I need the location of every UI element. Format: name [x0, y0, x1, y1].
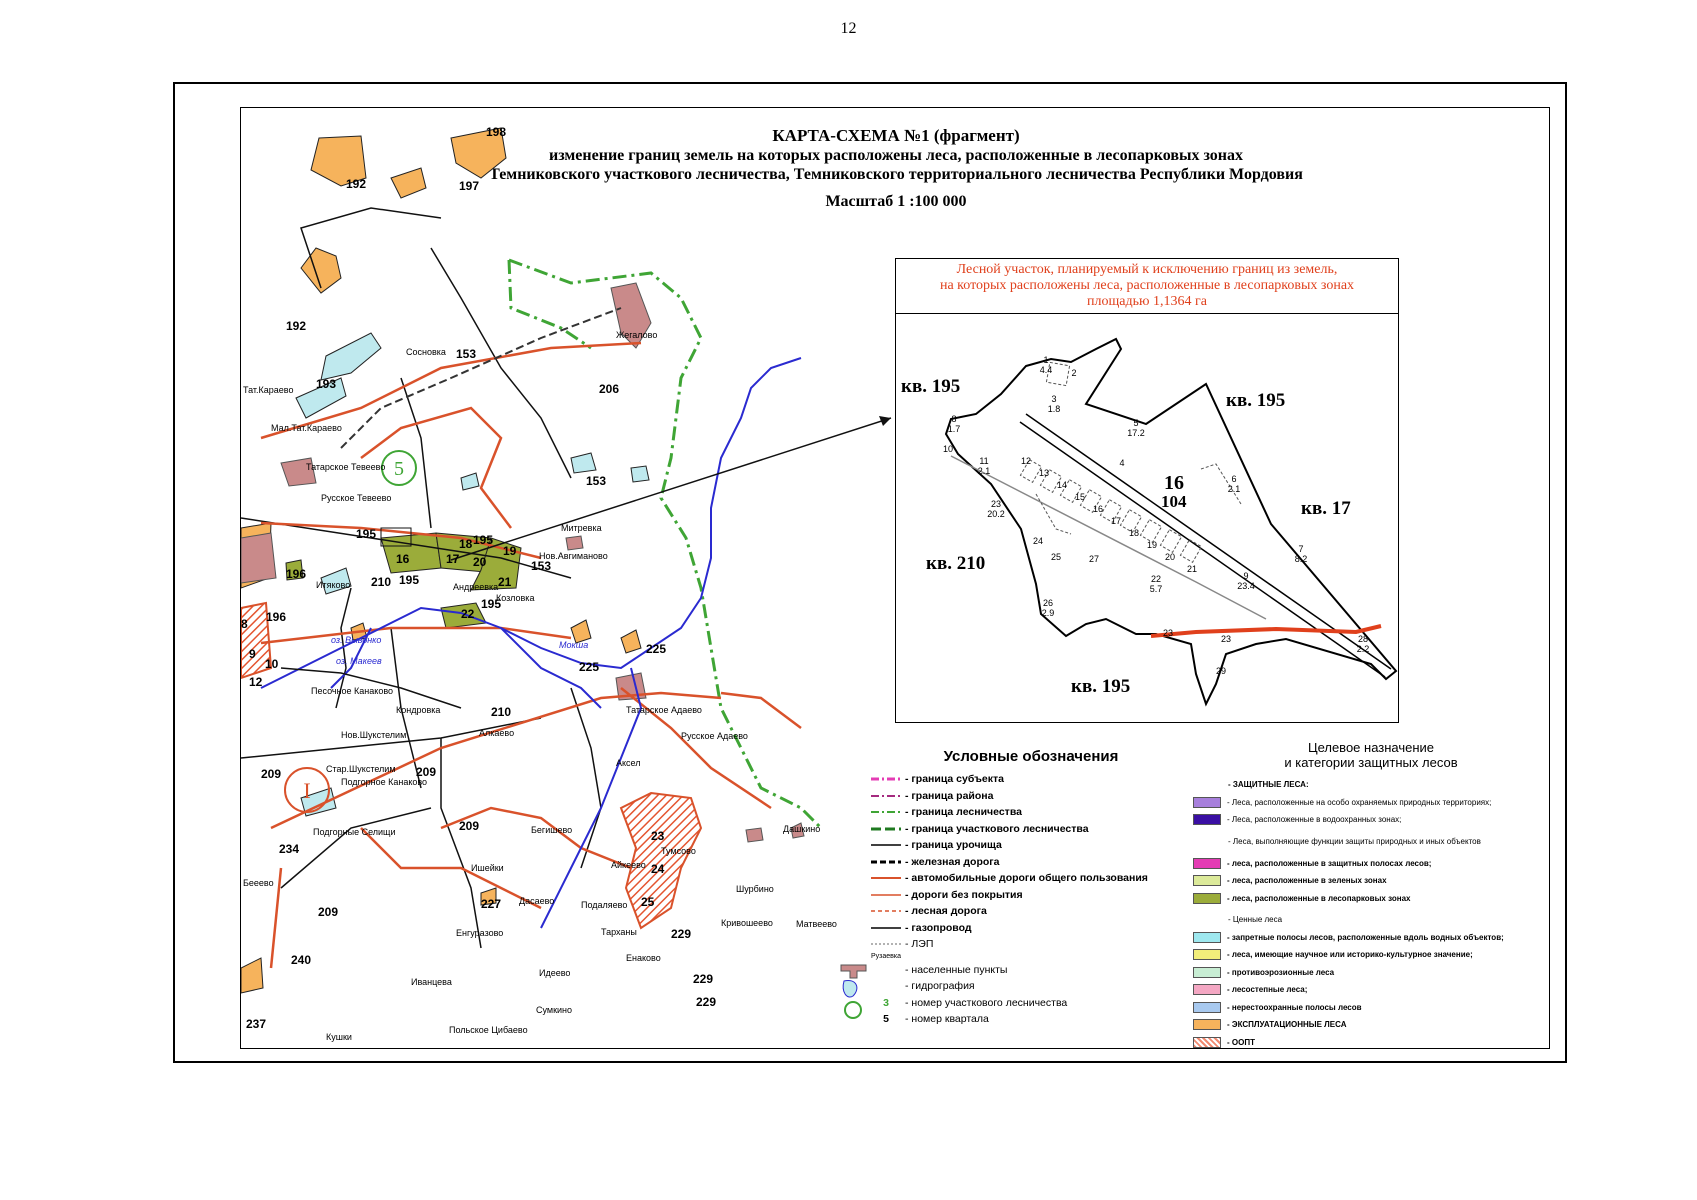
quarter-number: 8 — [241, 617, 248, 631]
settlement-label: Дашкино — [783, 824, 821, 834]
plot-number: 21 — [1186, 564, 1198, 574]
plot-number: 28 — [1357, 634, 1369, 644]
settlement-label: Кривошеево — [721, 918, 773, 928]
plot-number: 13 — [1038, 468, 1050, 478]
settlement-label: Тарханы — [601, 927, 637, 937]
inset-caption-line-1: Лесной участок, планируемый к исключению границ из земель, — [956, 262, 1338, 277]
category-swatch — [1193, 967, 1221, 978]
legend-samples — [841, 965, 866, 1018]
quarter-number: 12 — [249, 675, 263, 689]
quarter-number: 21 — [498, 575, 512, 589]
category-swatch — [1193, 893, 1221, 904]
inset-panel[interactable] — [895, 258, 1399, 723]
plot-number: 23 — [1220, 634, 1232, 644]
plot-area: 8.2 — [1294, 554, 1308, 564]
map-frame — [240, 107, 1550, 1049]
plot-number: 10 — [942, 444, 954, 454]
quarter-number: 229 — [671, 927, 692, 941]
inset-caption-line-2: на которых расположены леса, расположенные в лесопарковых зонах — [939, 278, 1355, 293]
settlement-label: Нов.Шукстелим — [341, 730, 407, 740]
settlement-label: Кондровка — [396, 705, 441, 715]
legend-district-border: - граница района — [905, 789, 994, 802]
settlement-label: Иванцева — [411, 977, 452, 987]
category-swatch — [1193, 1002, 1221, 1013]
settlement-label: Митревка — [561, 523, 602, 533]
plot-area: 2.2 — [1356, 644, 1370, 654]
plot-number: 23 — [990, 499, 1002, 509]
inset-quarter-label: кв. 17 — [1301, 498, 1351, 519]
quarter-number: 240 — [291, 953, 312, 967]
quarter-number: 192 — [346, 177, 367, 191]
quarter-number: 209 — [318, 905, 339, 919]
plot-number: 18 — [1128, 528, 1140, 538]
settlement-label: Нов.Авгиманово — [539, 551, 608, 561]
quarter-number: 192 — [286, 319, 307, 333]
quarter-number: 9 — [249, 647, 256, 661]
inset-quarter-label: кв. 195 — [1071, 676, 1131, 697]
inset-pointer-line — [451, 418, 891, 560]
quarter-number: 225 — [579, 660, 600, 674]
settlement-label: Аксел — [616, 758, 641, 768]
inset-quarter-label: кв. 210 — [926, 553, 986, 574]
plot-number: 14 — [1056, 480, 1068, 490]
plot-area: 2.1 — [1227, 484, 1241, 494]
railway — [341, 308, 621, 448]
lake-label: оз. Вывонко — [331, 635, 382, 645]
plot-number: 29 — [1215, 666, 1227, 676]
plot-area: 1.8 — [1047, 404, 1061, 414]
plot-area: 2.9 — [1041, 608, 1055, 618]
inset-main-quarter: 16 — [1164, 472, 1184, 494]
river-label: Мокша — [559, 640, 589, 650]
settlement-label: Енаково — [626, 953, 661, 963]
plot-number: 6 — [1231, 474, 1237, 484]
plot-number: 5 — [1133, 418, 1139, 428]
inset-quarter-label: кв. 195 — [901, 376, 961, 397]
inset-caption-line-3: площадью 1,1364 га — [1087, 294, 1207, 309]
quarter-number: 153 — [456, 347, 477, 361]
plot-number: 24 — [1032, 536, 1044, 546]
legend-forest-categories — [1193, 740, 1549, 1049]
legend-forestry-number: 3 - номер участкового лесничества — [871, 995, 1191, 1012]
settlement-label: Андреевка — [453, 582, 499, 592]
quarter-number: 195 — [481, 597, 502, 611]
quarter-number: 209 — [416, 765, 437, 779]
category-parkland-zones: - леса, расположенные в лесопарковых зонах — [1193, 890, 1549, 908]
settlement-label: Алкаево — [479, 728, 515, 738]
quarter-number: 153 — [586, 474, 607, 488]
legend-sample-label: Рузаевка — [871, 952, 901, 960]
settlement-label: Стар.Шукстелим — [326, 764, 396, 774]
quarter-number: 196 — [286, 567, 307, 581]
settlement-label: Козловка — [496, 593, 535, 603]
quarter-number: 225 — [646, 642, 667, 656]
quarter-number: 227 — [481, 897, 502, 911]
legend-gas-pipeline: - газопровод — [905, 921, 972, 934]
legend-power-line: - ЛЭП — [905, 938, 934, 951]
legend-tract-border: - граница урочища — [905, 839, 1002, 852]
quarter-number: 206 — [599, 382, 620, 396]
plot-number: 1 — [1043, 355, 1049, 365]
inset-caption — [896, 259, 1398, 314]
legend-forest-road: - лесная дорога — [905, 905, 987, 918]
category-green-zones: - леса, расположенные в зеленых зонах — [1193, 872, 1549, 890]
plot-number: 19 — [1146, 540, 1158, 550]
category-water-strips: - запретные полосы лесов, расположенные вдоль водных объектов; — [1193, 929, 1549, 947]
settlement-labels — [243, 330, 837, 1042]
settlement-label: Дасаево — [519, 896, 555, 906]
category-oopt: - ООПТ — [1193, 1034, 1549, 1050]
quarter-number: 195 — [356, 527, 377, 541]
quarter-number: 18 — [459, 537, 473, 551]
settlement-label: Подаляево — [581, 900, 628, 910]
category-functions-label: - Леса, выполняющие функции защиты природных и иных объектов — [1228, 836, 1481, 846]
settlement-label: Идеево — [539, 968, 571, 978]
quarter-number: 209 — [459, 819, 480, 833]
plot-area: 5.7 — [1149, 584, 1163, 594]
settlement-label: Подгорные Селищи — [313, 827, 396, 837]
forestry-number-5 — [382, 451, 416, 485]
quarter-number: 229 — [693, 972, 714, 986]
plot-number: 20 — [1164, 552, 1176, 562]
category-protective-header: - ЗАЩИТНЫЕ ЛЕСА: — [1228, 780, 1309, 790]
plot-number: 23 — [1162, 628, 1174, 638]
quarter-number: 229 — [696, 995, 717, 1009]
quarter-number: 195 — [473, 533, 494, 547]
settlement-label: Бегишево — [531, 825, 573, 835]
category-scientific: - леса, имеющие научное или историко-культурное значение; — [1193, 946, 1549, 964]
settlement-label: Бееево — [243, 878, 274, 888]
category-swatch — [1193, 797, 1221, 808]
quarter-number: 193 — [316, 377, 337, 391]
plot-number: 27 — [1088, 554, 1100, 564]
category-swatch — [1193, 858, 1221, 869]
quarter-number: 234 — [279, 842, 300, 856]
map-title: КАРТА-СХЕМА №1 (фрагмент) — [772, 126, 1020, 145]
plot-area: 1.7 — [947, 424, 961, 434]
plot-area: 2.1 — [977, 466, 991, 476]
legend-public-roads: - автомобильные дороги общего пользования — [905, 872, 1148, 885]
plot-area: 23.4 — [1237, 581, 1255, 591]
category-swatch — [1193, 949, 1221, 960]
legend-railway: - железная дорога — [905, 855, 1000, 868]
settlement-label: Итяково — [316, 580, 351, 590]
category-spawning-strips: - нерестоохранные полосы лесов — [1193, 999, 1549, 1017]
categories-title: Целевое назначение и категории защитных лесов — [1284, 740, 1458, 770]
quarter-number: 210 — [371, 575, 392, 589]
category-exploitation: - ЭКСПЛУАТАЦИОННЫЕ ЛЕСА — [1193, 1016, 1549, 1034]
settlement-label: Енгуразово — [456, 928, 504, 938]
plot-number: 8 — [951, 414, 957, 424]
lake-label: оз. Макеев — [336, 656, 382, 666]
quarter-number: 196 — [266, 610, 287, 624]
legend-local-forestry-border: - граница участкового лесничества — [905, 822, 1089, 835]
page-number: 12 — [840, 20, 857, 37]
settlement-label: Татарское Тевеево — [306, 462, 386, 472]
plot-area: 20.2 — [987, 509, 1005, 519]
settlement-label: Подгорное Канаково — [341, 777, 428, 787]
legend-conventional-signs — [871, 748, 1191, 1028]
category-swatch — [1193, 875, 1221, 886]
quarter-number: 24 — [651, 862, 665, 876]
legend-quarter-number: 5 - номер квартала — [871, 1011, 1191, 1028]
plot-number: 12 — [1020, 456, 1032, 466]
quarter-number: 197 — [459, 179, 480, 193]
inset-plot-drawing — [896, 314, 1398, 722]
plot-area: 17.2 — [1127, 428, 1145, 438]
settlement-label: Матвеево — [796, 919, 837, 929]
quarter-number: 237 — [246, 1017, 267, 1031]
map-subtitle-1: изменение границ земель на которых расположены леса, расположенные в лесопарковых зонах — [548, 147, 1244, 164]
plot-number: 22 — [1150, 574, 1162, 584]
water-protection-areas — [296, 333, 649, 816]
quarter-number: 19 — [503, 544, 517, 558]
plot-number: 16 — [1092, 504, 1104, 514]
quarter-number: 10 — [265, 657, 279, 671]
plot-number: 11 — [979, 456, 989, 466]
category-oopt-forests: - Леса, расположенные на особо охраняемых природных территориях; — [1193, 794, 1549, 812]
inset-main-area: 104 — [1161, 492, 1187, 511]
inset-quarter-label: кв. 195 — [1226, 390, 1286, 411]
legend-forestry-border: - граница лесничества — [905, 806, 1022, 819]
category-swatch-hatched — [1193, 1037, 1221, 1048]
map-subtitle-2: Темниковского участкового лесничества, Темниковского территориального лесничества Республики Мордовия — [489, 166, 1303, 183]
settlement-label: Сумкино — [536, 1005, 573, 1015]
quarter-number: 25 — [641, 895, 655, 909]
category-water-protection-forests: - Леса, расположенные в водоохранных зонах; — [1193, 811, 1549, 829]
plot-number: 3 — [1051, 394, 1057, 404]
settlement-label: Жегалово — [616, 330, 658, 340]
category-swatch — [1193, 932, 1221, 943]
category-anti-erosion: - противоэрозионные леса — [1193, 964, 1549, 982]
svg-text:5: 5 — [394, 458, 404, 480]
settlement-label: Польское Цибаево — [449, 1025, 528, 1035]
plot-number: 9 — [1243, 571, 1249, 581]
plot-number: 7 — [1298, 544, 1304, 554]
svg-text:I: I — [303, 778, 311, 803]
settlement-label: Тумсово — [661, 846, 696, 856]
category-valuable-label: - Ценные леса — [1228, 915, 1283, 925]
settlement-label: Кушки — [326, 1032, 352, 1042]
map-scale: Масштаб 1 :100 000 — [825, 193, 967, 210]
settlement-label: Песочное Канаково — [311, 686, 394, 696]
legend-subject-border: - граница субъекта — [905, 773, 1004, 786]
quarter-number: 209 — [261, 767, 282, 781]
quarter-number: 17 — [446, 552, 460, 566]
quarter-number: 20 — [473, 555, 487, 569]
settlement-label: Тат.Караево — [243, 385, 294, 395]
category-forest-steppe: - лесостепные леса; — [1193, 981, 1549, 999]
settlement-label: Татарское Адаево — [626, 705, 702, 715]
category-protective-strips: - леса, расположенные в защитных полосах лесов; — [1193, 855, 1549, 873]
category-swatch — [1193, 814, 1221, 825]
quarter-number: 210 — [491, 705, 512, 719]
quarter-number: 16 — [396, 552, 410, 566]
settlement-label: Русское Адаево — [681, 731, 748, 741]
settlement-label: Шурбино — [736, 884, 774, 894]
plot-number: 17 — [1110, 516, 1122, 526]
plot-number: 15 — [1074, 492, 1086, 502]
category-swatch — [1193, 984, 1221, 995]
quarter-number: 23 — [651, 829, 665, 843]
legend-forestry-sample: 3 — [883, 996, 889, 1009]
plot-number: 4 — [1119, 458, 1125, 468]
settlement-label: Мал.Тат.Караево — [271, 423, 342, 433]
legend-unpaved-roads: - дороги без покрытия — [905, 888, 1023, 901]
plot-number: 26 — [1042, 598, 1054, 608]
quarter-number: 153 — [531, 559, 552, 573]
quarter-number: 22 — [461, 607, 475, 621]
quarter-number: 198 — [486, 125, 507, 139]
settlement-label: Сосновка — [406, 347, 446, 357]
plot-number: 25 — [1050, 552, 1062, 562]
settlement-label: Русское Тевеево — [321, 493, 392, 503]
plot-area: 4.4 — [1039, 365, 1053, 375]
legend-hydrography: - гидрография — [905, 980, 975, 993]
legend-title: Условные обозначения — [943, 748, 1119, 765]
settlement-label: Ишейки — [471, 863, 504, 873]
settlement-label: Айкеево — [611, 860, 646, 870]
plot-number: 2 — [1071, 368, 1077, 378]
forestry-borders — [509, 260, 821, 828]
quarter-number: 195 — [399, 573, 420, 587]
legend-quarter-sample: 5 — [883, 1013, 889, 1026]
legend-settlements: - населенные пункты — [905, 963, 1008, 976]
category-swatch — [1193, 1019, 1221, 1030]
